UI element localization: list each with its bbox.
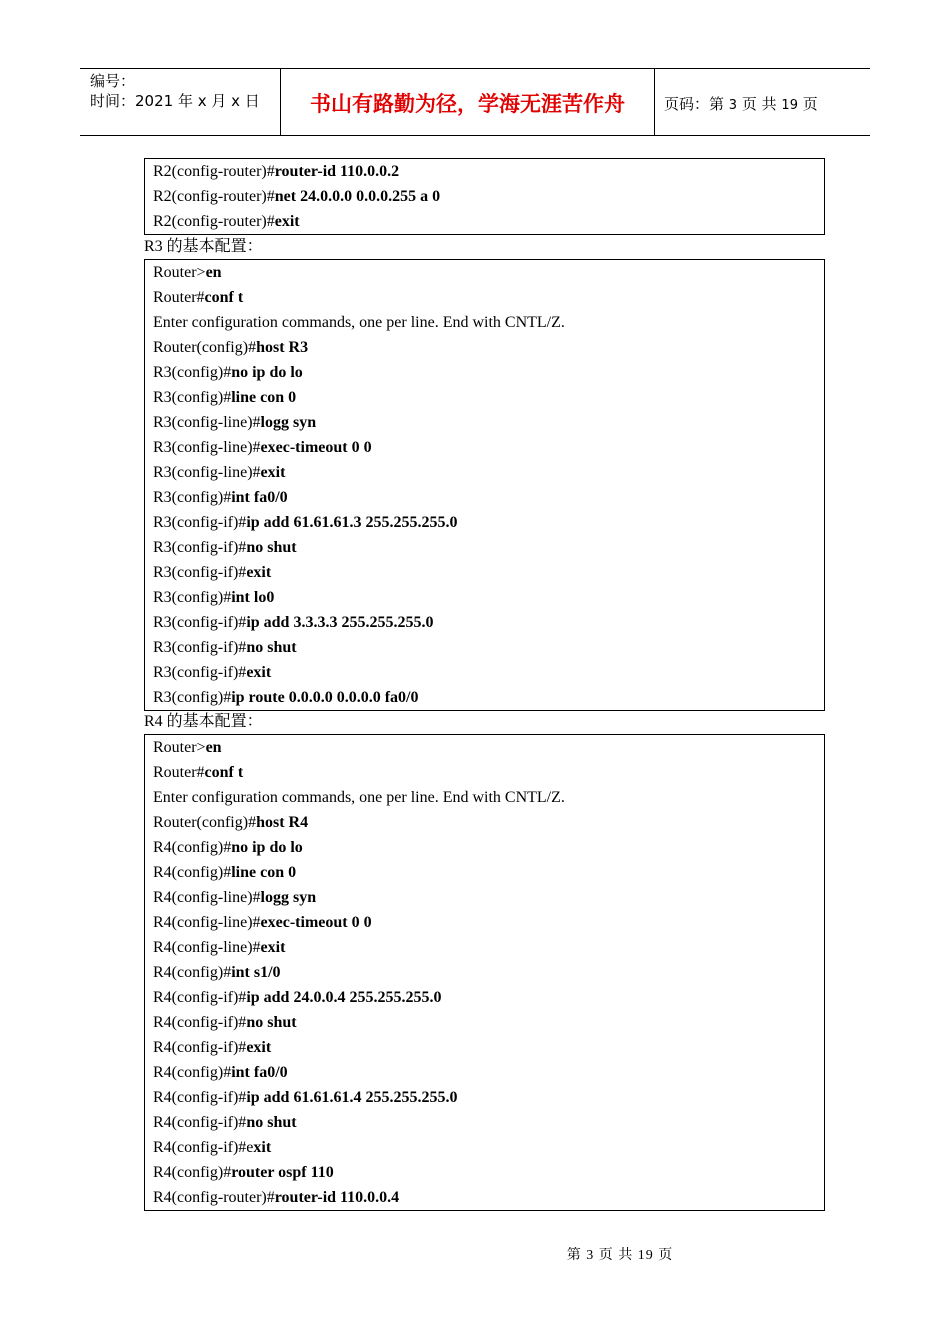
config-line [153, 1135, 824, 1160]
page-total: 19 [781, 98, 798, 113]
cli-prompt: R4(config-if)# [153, 1014, 247, 1031]
cli-command: no shut [246, 1014, 297, 1031]
cli-prompt: R3(config-if)# [153, 639, 247, 656]
cli-command: exit [246, 664, 272, 681]
config-line [153, 610, 824, 635]
cli-command: int fa0/0 [231, 1064, 288, 1081]
cli-prompt: R3(config-if)# [153, 664, 247, 681]
cli-command: exit [246, 1039, 272, 1056]
time-label: 时间：2021 年 x 月 x 日 [90, 92, 260, 110]
cli-prompt: Enter configuration commands, one per line. End with CNTL/Z. [153, 789, 565, 806]
cli-command: int fa0/0 [231, 489, 288, 506]
config-line [153, 585, 824, 610]
cli-command: exit [274, 213, 300, 230]
cli-prompt: Router> [153, 739, 206, 756]
cli-prompt: R3(config)# [153, 364, 232, 381]
config-line [153, 485, 824, 510]
config-line [153, 385, 824, 410]
page-current: 3 [728, 98, 738, 113]
cli-prompt: R2(config-router)# [153, 163, 275, 180]
cli-prompt: R4(config-line)# [153, 914, 261, 931]
config-line [153, 410, 824, 435]
cli-command: router-id 110.0.0.4 [274, 1189, 400, 1206]
cli-command: host R4 [256, 814, 309, 831]
cli-prompt: Router> [153, 264, 206, 281]
cli-prompt: R3(config-line)# [153, 439, 261, 456]
config-line [153, 660, 824, 685]
cli-prompt: Router(config)# [153, 339, 257, 356]
cli-command: int lo0 [231, 589, 275, 606]
config-line [153, 685, 824, 710]
config-line [153, 860, 824, 885]
config-line [153, 535, 824, 560]
cli-prompt: R3(config-if)# [153, 614, 247, 631]
config-line [153, 510, 824, 535]
cli-prompt: R4(config-if)# [153, 989, 247, 1006]
config-line [153, 910, 824, 935]
config-line [153, 835, 824, 860]
cli-prompt: R3(config)# [153, 689, 232, 706]
cli-command: no ip do lo [231, 839, 303, 856]
config-line [153, 460, 824, 485]
cli-command: exit [260, 939, 286, 956]
cli-prompt: R4(config)# [153, 964, 232, 981]
cli-prompt: R3(config-line)# [153, 414, 261, 431]
config-line [153, 310, 824, 335]
cli-prompt: R4(config-if)# [153, 1114, 247, 1131]
cli-prompt: R3(config)# [153, 589, 232, 606]
cli-command: ip add 24.0.0.4 255.255.255.0 [246, 989, 442, 1006]
number-label: 编号： [90, 72, 136, 90]
header-motto: 书山有路勤为径，学海无涯苦作舟 [281, 69, 655, 135]
cli-command: conf t [204, 289, 244, 306]
cli-prompt: R4(config-if)# [153, 1039, 247, 1056]
config-line [153, 985, 824, 1010]
config-line [153, 1035, 824, 1060]
cli-command: exec-timeout 0 0 [260, 439, 372, 456]
config-line [153, 209, 824, 234]
config-line [153, 260, 824, 285]
cli-prompt: Enter configuration commands, one per line. End with CNTL/Z. [153, 314, 565, 331]
cli-command: int s1/0 [231, 964, 281, 981]
cli-command: logg syn [260, 889, 317, 906]
cli-command: exit [260, 464, 286, 481]
config-line [153, 785, 824, 810]
cli-command: net 24.0.0.0 0.0.0.255 a 0 [274, 188, 441, 205]
header-meta [80, 69, 281, 135]
cli-prompt: R2(config-router)# [153, 213, 275, 230]
page-mid: 页 共 [741, 95, 777, 113]
config-line [153, 760, 824, 785]
cli-command: line con 0 [231, 864, 297, 881]
cli-command: router-id 110.0.0.2 [274, 163, 400, 180]
page-footer: 第 3 页 共 19 页 [566, 1248, 674, 1263]
cli-prompt: R4(config-if)# [153, 1089, 247, 1106]
config-line [153, 1160, 824, 1185]
cli-command: ip add 3.3.3.3 255.255.255.0 [246, 614, 434, 631]
cli-command: xit [253, 1139, 272, 1156]
config-line [153, 335, 824, 360]
cli-prompt: R4(config-router)# [153, 1189, 275, 1206]
header-page-info [655, 69, 870, 135]
config-block [144, 259, 825, 711]
cli-prompt: R3(config)# [153, 489, 232, 506]
cli-prompt: Router(config)# [153, 814, 257, 831]
config-line [153, 735, 824, 760]
cli-prompt: R4(config)# [153, 1164, 232, 1181]
section-title: R4 的基本配置： [144, 713, 263, 730]
page-prefix: 页码：第 [664, 95, 725, 113]
config-line [153, 159, 824, 184]
cli-command: no ip do lo [231, 364, 303, 381]
page-suffix: 页 [802, 95, 818, 113]
cli-prompt: Router# [153, 764, 205, 781]
config-line [153, 635, 824, 660]
cli-prompt: R3(config-line)# [153, 464, 261, 481]
config-line [153, 1085, 824, 1110]
config-line [153, 184, 824, 209]
cli-prompt: R3(config-if)# [153, 564, 247, 581]
cli-command: conf t [204, 764, 244, 781]
cli-command: no shut [246, 1114, 297, 1131]
config-line [153, 1010, 824, 1035]
config-block [144, 158, 825, 235]
cli-prompt: R4(config)# [153, 864, 232, 881]
cli-command: exit [246, 564, 272, 581]
cli-prompt: R4(config)# [153, 839, 232, 856]
cli-command: ip route 0.0.0.0 0.0.0.0 fa0/0 [231, 689, 419, 706]
cli-command: line con 0 [231, 389, 297, 406]
config-line [153, 1185, 824, 1210]
cli-command: ip add 61.61.61.4 255.255.255.0 [246, 1089, 458, 1106]
cli-prompt: R4(config)# [153, 1064, 232, 1081]
cli-prompt: Router# [153, 289, 205, 306]
cli-command: ip add 61.61.61.3 255.255.255.0 [246, 514, 458, 531]
section-title: R3 的基本配置： [144, 238, 263, 255]
cli-command: en [205, 739, 222, 756]
cli-command: host R3 [256, 339, 309, 356]
config-line [153, 1110, 824, 1135]
cli-prompt: R3(config-if)# [153, 539, 247, 556]
config-line [153, 960, 824, 985]
cli-prompt: R4(config-line)# [153, 939, 261, 956]
page-header [80, 68, 870, 136]
cli-prompt: R4(config-line)# [153, 889, 261, 906]
cli-prompt: R3(config)# [153, 389, 232, 406]
cli-prompt: R2(config-router)# [153, 188, 275, 205]
config-line [153, 360, 824, 385]
config-line [153, 810, 824, 835]
config-line [153, 560, 824, 585]
cli-command: exec-timeout 0 0 [260, 914, 372, 931]
cli-command: en [205, 264, 222, 281]
cli-command: router ospf 110 [231, 1164, 334, 1181]
config-line [153, 935, 824, 960]
config-line [153, 885, 824, 910]
config-block [144, 734, 825, 1211]
config-line [153, 1060, 824, 1085]
cli-command: no shut [246, 639, 297, 656]
cli-command: no shut [246, 539, 297, 556]
config-line [153, 435, 824, 460]
cli-prompt: R3(config-if)# [153, 514, 247, 531]
cli-prompt: R4(config-if)#e [153, 1139, 254, 1156]
cli-command: logg syn [260, 414, 317, 431]
config-line [153, 285, 824, 310]
